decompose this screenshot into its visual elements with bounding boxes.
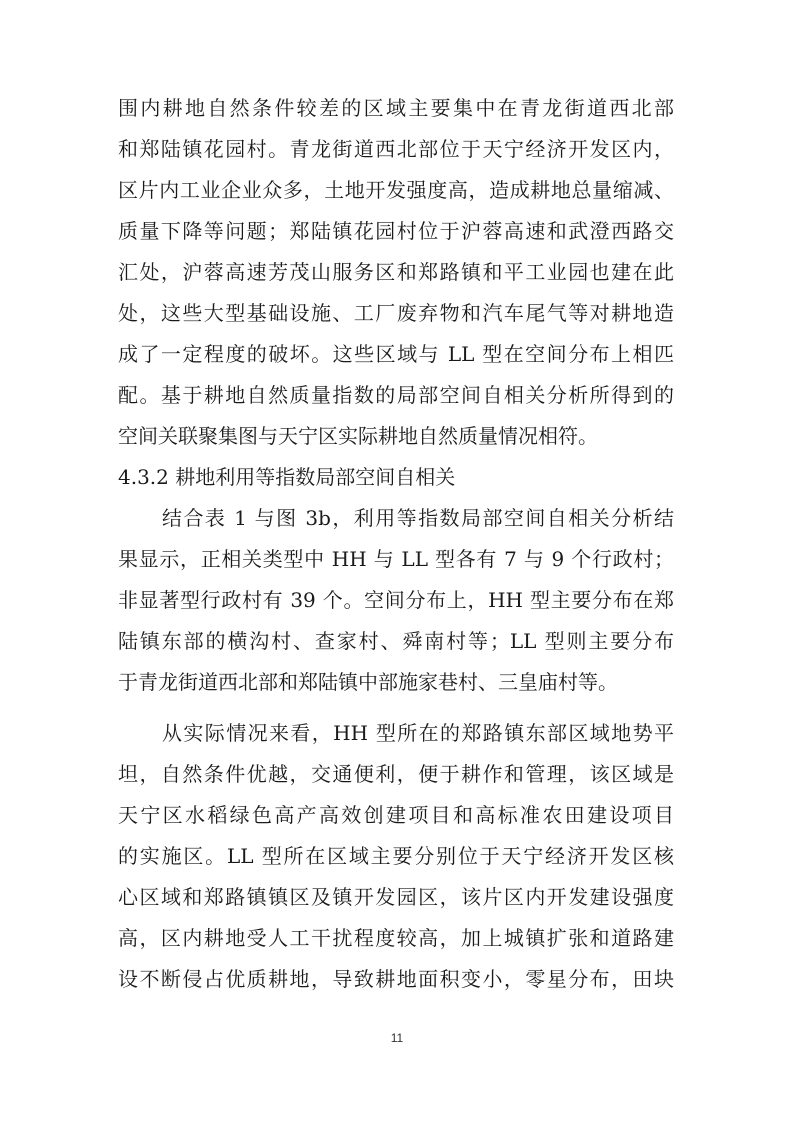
paragraph-2-line: 陆镇东部的横沟村、查家村、舜南村等；LL 型则主要分布 bbox=[118, 629, 674, 653]
paragraph-3-line: 天宁区水稻绿色高产高效创建项目和高标准农田建设项目 bbox=[118, 803, 674, 827]
paragraph-2-line: 于青龙街道西北部和郑陆镇中部施家巷村、三皇庙村等。 bbox=[118, 670, 618, 694]
paragraph-1-line: 处，这些大型基础设施、工厂废弃物和汽车尾气等对耕地造 bbox=[118, 301, 674, 325]
paragraph-3-line: 高，区内耕地受人工干扰程度较高，加上城镇扩张和道路建 bbox=[118, 926, 674, 950]
paragraph-1-line: 成了一定程度的破坏。这些区域与 LL 型在空间分布上相匹 bbox=[118, 342, 674, 366]
paragraph-3-line: 坦，自然条件优越，交通便利，便于耕作和管理，该区域是 bbox=[118, 762, 674, 786]
paragraph-2-line: 果显示，正相关类型中 HH 与 LL 型各有 7 与 9 个行政村； bbox=[118, 547, 674, 571]
paragraph-1-line: 汇处，沪蓉高速芳茂山服务区和郑路镇和平工业园也建在此 bbox=[118, 260, 674, 284]
paragraph-3-line: 设不断侵占优质耕地，导致耕地面积变小，零星分布，田块 bbox=[118, 967, 674, 991]
paragraph-1-line: 围内耕地自然条件较差的区域主要集中在青龙街道西北部 bbox=[118, 96, 674, 120]
paragraph-3-line: 心区域和郑路镇镇区及镇开发园区，该片区内开发建设强度 bbox=[118, 885, 674, 909]
page-number: 11 bbox=[390, 1031, 404, 1045]
paragraph-1-line: 质量下降等问题；郑陆镇花园村位于沪蓉高速和武澄西路交 bbox=[118, 219, 674, 243]
paragraph-1-line: 区片内工业企业众多，土地开发强度高，造成耕地总量缩减、 bbox=[118, 178, 674, 202]
paragraph-1-line: 空间关联聚集图与天宁区实际耕地自然质量情况相符。 bbox=[118, 424, 598, 448]
paragraph-3-line: 从实际情况来看，HH 型所在的郑路镇东部区域地势平 bbox=[162, 721, 674, 745]
paragraph-1-line: 和郑陆镇花园村。青龙街道西北部位于天宁经济开发区内， bbox=[118, 137, 674, 161]
paragraph-2-line: 结合表 1 与图 3b，利用等指数局部空间自相关分析结 bbox=[162, 506, 674, 530]
section-heading: 4.3.2 耕地利用等指数局部空间自相关 bbox=[118, 465, 456, 489]
paragraph-2-line: 非显著型行政村有 39 个。空间分布上，HH 型主要分布在郑 bbox=[118, 588, 674, 612]
paragraph-3-line: 的实施区。LL 型所在区域主要分别位于天宁经济开发区核 bbox=[118, 844, 674, 868]
paragraph-1-line: 配。基于耕地自然质量指数的局部空间自相关分析所得到的 bbox=[118, 383, 674, 407]
